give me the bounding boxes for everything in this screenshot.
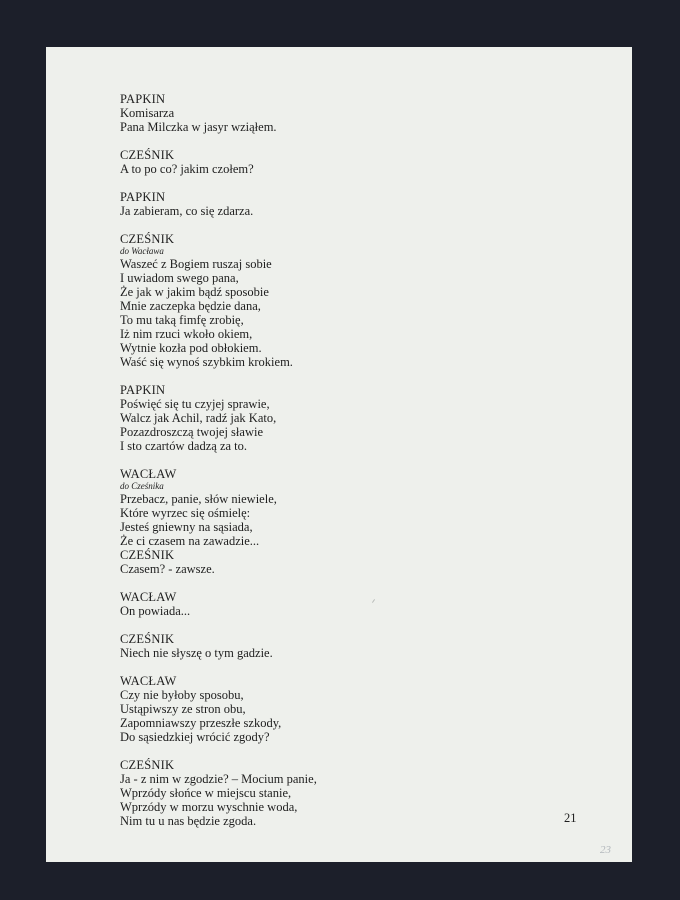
verse-line: A to po co? jakim czołem? xyxy=(120,162,254,176)
dialogue-block xyxy=(120,92,580,134)
verse-line: Do sąsiedzkiej wrócić zgody? xyxy=(120,730,270,744)
verse-line: Wprzódy w morzu wyschnie woda, xyxy=(120,800,298,814)
speaker-name: PAPKIN xyxy=(120,383,166,397)
verse-line: Zapomniawszy przeszłe szkody, xyxy=(120,716,282,730)
verse-line: Mnie zaczepka będzie dana, xyxy=(120,299,261,313)
speaker-name: CZEŚNIK xyxy=(120,232,175,246)
speaker-name: PAPKIN xyxy=(120,92,166,106)
verse-line: Że ci czasem na zawadzie... xyxy=(120,534,260,548)
verse-line: Niech nie słyszę o tym gadzie. xyxy=(120,646,273,660)
verse-line: Nim tu u nas będzie zgoda. xyxy=(120,814,257,828)
verse-line: Ja zabieram, co się zdarza. xyxy=(120,204,254,218)
verse-line: Ustąpiwszy ze stron obu, xyxy=(120,702,246,716)
speaker-name: PAPKIN xyxy=(120,190,166,204)
dialogue-block xyxy=(120,467,580,548)
verse-line: Ja - z nim w zgodzie? – Mocium panie, xyxy=(120,772,317,786)
verse-line: Komisarza xyxy=(120,106,175,120)
verse-line: Które wyrzec się ośmielę: xyxy=(120,506,251,520)
verse-line: Waść się wynoś szybkim krokiem. xyxy=(120,355,293,369)
stage-direction: do Cześnika xyxy=(120,481,164,491)
verse-line: Że jak w jakim bądź sposobie xyxy=(120,285,269,299)
speaker-name: WACŁAW xyxy=(120,467,177,481)
verse-line: Jesteś gniewny na sąsiada, xyxy=(120,520,253,534)
verse-line: Waszeć z Bogiem ruszaj sobie xyxy=(120,257,272,271)
dialogue-block xyxy=(120,190,580,218)
dialogue-block xyxy=(120,758,580,828)
dialogue-block xyxy=(120,232,580,369)
verse-line: Czasem? - zawsze. xyxy=(120,562,215,576)
verse-line: On powiada... xyxy=(120,604,191,618)
speaker-name: CZEŚNIK xyxy=(120,758,175,772)
verse-line: Przebacz, panie, słów niewiele, xyxy=(120,492,277,506)
dialogue-block xyxy=(120,148,580,176)
dialogue-block xyxy=(120,632,580,660)
verse-line: Wprzódy słońce w miejscu stanie, xyxy=(120,786,292,800)
verse-line: Poświęć się tu czyjej sprawie, xyxy=(120,397,270,411)
dialogue-block xyxy=(120,383,580,453)
verse-line: Pana Milczka w jasyr wziąłem. xyxy=(120,120,277,134)
dialogue-block xyxy=(120,548,580,576)
verse-line: Iż nim rzuci wkoło okiem, xyxy=(120,327,253,341)
verse-line: I sto czartów dadzą za to. xyxy=(120,439,248,453)
speaker-name: WACŁAW xyxy=(120,674,177,688)
verse-line: Walcz jak Achil, radź jak Kato, xyxy=(120,411,277,425)
verse-line: Pozazdroszczą twojej sławie xyxy=(120,425,263,439)
speaker-name: CZEŚNIK xyxy=(120,548,175,562)
speaker-name: CZEŚNIK xyxy=(120,148,175,162)
dialogue-text xyxy=(120,92,580,842)
dialogue-block xyxy=(120,590,580,618)
stage-direction: do Wacława xyxy=(120,246,164,256)
speaker-name: CZEŚNIK xyxy=(120,632,175,646)
page-number: 21 xyxy=(564,811,577,825)
speaker-name: WACŁAW xyxy=(120,590,177,604)
verse-line: Czy nie byłoby sposobu, xyxy=(120,688,244,702)
verse-line: Wytnie kozła pod obłokiem. xyxy=(120,341,262,355)
dialogue-block xyxy=(120,674,580,744)
verse-line: To mu taką fimfę zrobię, xyxy=(120,313,244,327)
archive-stamp: 23 xyxy=(600,844,611,856)
document-page xyxy=(46,47,632,862)
verse-line: I uwiadom swego pana, xyxy=(120,271,239,285)
